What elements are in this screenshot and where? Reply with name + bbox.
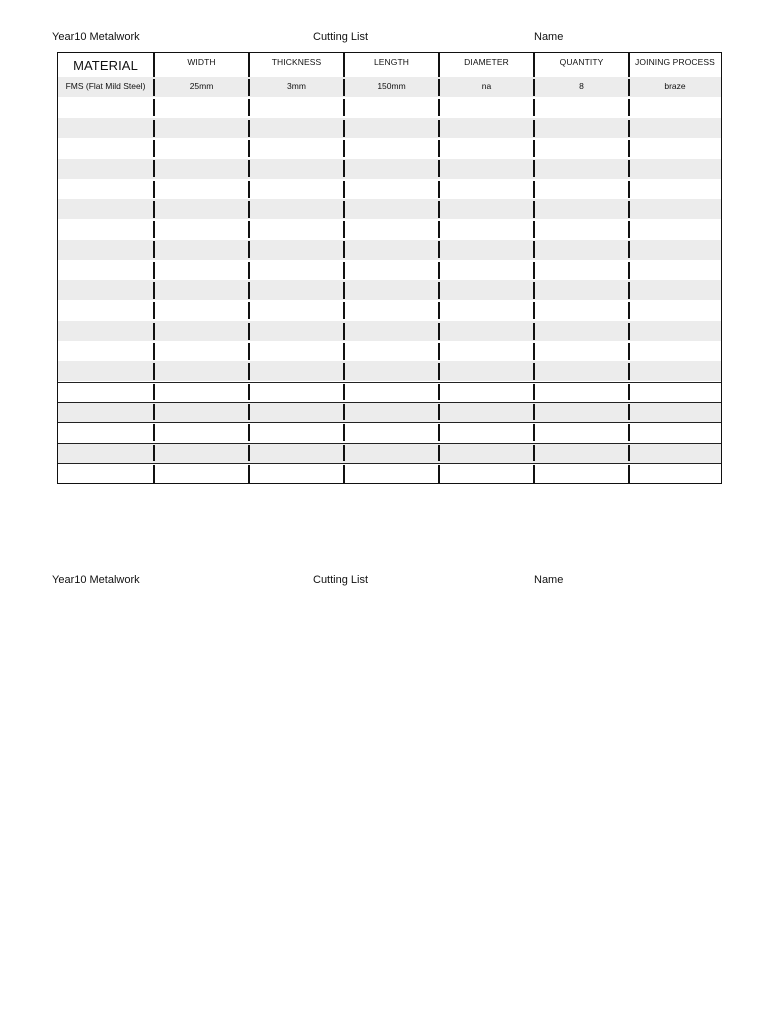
column-divider-segment (628, 221, 630, 238)
row-divider (58, 443, 721, 444)
row-stripe (58, 321, 721, 341)
column-divider-segment (533, 241, 535, 258)
row-stripe (58, 280, 721, 300)
column-divider-segment (438, 404, 440, 420)
name-label: Name (534, 31, 564, 43)
column-divider-segment (343, 221, 345, 238)
cell-joining-process: braze (664, 81, 686, 91)
column-divider-segment (343, 241, 345, 258)
cell-material: FMS (Flat Mild Steel) (65, 81, 146, 91)
column-divider-segment (343, 384, 345, 400)
column-divider-segment (153, 241, 155, 258)
name-label-2: Name (534, 574, 564, 586)
column-divider-segment (438, 79, 440, 96)
column-divider-segment (248, 282, 250, 299)
column-divider-segment (628, 465, 630, 483)
column-divider-segment (248, 181, 250, 198)
column-divider-segment (438, 140, 440, 157)
cell-length: 150mm (377, 81, 406, 91)
column-divider-segment (153, 140, 155, 157)
column-divider-segment (343, 140, 345, 157)
column-divider-segment (533, 282, 535, 299)
column-divider-segment (533, 140, 535, 157)
column-divider-segment (438, 160, 440, 177)
column-divider-segment (343, 262, 345, 279)
column-divider-segment (248, 241, 250, 258)
column-divider-segment (533, 323, 535, 340)
column-divider-segment (628, 384, 630, 400)
column-divider-segment (628, 201, 630, 218)
column-divider-segment (438, 465, 440, 483)
column-divider-segment (343, 181, 345, 198)
column-divider-segment (343, 120, 345, 137)
column-divider-segment (438, 181, 440, 198)
column-divider-segment (628, 363, 630, 380)
column-divider-segment (628, 262, 630, 279)
course-label: Year10 Metalwork (52, 31, 140, 43)
column-divider-segment (533, 424, 535, 441)
column-divider-segment (628, 404, 630, 420)
column-divider-segment (153, 120, 155, 137)
column-divider-segment (248, 404, 250, 420)
row-divider (58, 463, 721, 464)
column-divider-segment (343, 363, 345, 380)
column-divider-segment (438, 221, 440, 238)
column-divider-segment (628, 241, 630, 258)
column-divider-segment (343, 424, 345, 441)
column-divider-segment (438, 282, 440, 299)
row-divider (58, 422, 721, 423)
column-divider-segment (438, 363, 440, 380)
row-stripe (58, 403, 721, 423)
column-divider-segment (533, 79, 535, 96)
cell-diameter: na (481, 81, 492, 91)
column-divider-segment (533, 160, 535, 177)
column-divider-segment (153, 343, 155, 360)
column-divider-segment (248, 343, 250, 360)
column-divider-segment (248, 363, 250, 380)
column-divider-segment (628, 140, 630, 157)
column-divider-segment (438, 53, 440, 77)
column-divider-segment (533, 262, 535, 279)
column-divider-segment (153, 445, 155, 461)
column-divider-segment (628, 282, 630, 299)
sheet-title: Cutting List (313, 31, 369, 43)
column-divider-segment (438, 323, 440, 340)
second-header (0, 574, 768, 590)
column-divider-segment (533, 221, 535, 238)
column-divider-segment (533, 181, 535, 198)
column-divider-segment (153, 363, 155, 380)
column-divider-segment (343, 465, 345, 483)
column-divider-segment (628, 160, 630, 177)
column-divider-segment (533, 302, 535, 319)
column-divider-segment (533, 201, 535, 218)
column-divider-segment (438, 445, 440, 461)
column-header-material: MATERIAL (73, 58, 138, 73)
column-divider-segment (533, 404, 535, 420)
column-divider-segment (153, 302, 155, 319)
column-divider-segment (248, 120, 250, 137)
column-divider-segment (628, 53, 630, 77)
row-stripe (58, 199, 721, 219)
column-divider-segment (628, 424, 630, 441)
column-divider-segment (153, 160, 155, 177)
top-header (0, 31, 768, 47)
cutting-list-table (57, 52, 722, 484)
column-divider-segment (153, 53, 155, 77)
column-divider-segment (438, 262, 440, 279)
column-divider-segment (248, 221, 250, 238)
column-header-diameter: DIAMETER (464, 57, 509, 67)
column-divider-segment (153, 465, 155, 483)
column-divider-segment (438, 424, 440, 441)
column-divider-segment (343, 160, 345, 177)
column-divider-segment (628, 79, 630, 96)
column-header-thickness: THICKNESS (271, 57, 322, 67)
column-divider-segment (248, 424, 250, 441)
column-divider-segment (248, 79, 250, 96)
column-divider-segment (343, 79, 345, 96)
column-divider-segment (248, 302, 250, 319)
sheet-title-2: Cutting List (313, 574, 369, 586)
column-divider-segment (248, 465, 250, 483)
row-stripe (58, 159, 721, 179)
column-divider-segment (628, 323, 630, 340)
column-header-joining-process: JOINING PROCESS (635, 57, 715, 67)
column-divider-segment (343, 323, 345, 340)
column-divider-segment (533, 53, 535, 77)
column-divider-segment (628, 181, 630, 198)
column-divider-segment (248, 140, 250, 157)
column-divider-segment (248, 160, 250, 177)
row-divider (58, 402, 721, 403)
column-divider-segment (533, 445, 535, 461)
column-divider-segment (153, 99, 155, 116)
column-divider-segment (533, 99, 535, 116)
column-divider-segment (343, 445, 345, 461)
column-divider-segment (533, 363, 535, 380)
column-divider-segment (248, 53, 250, 77)
cell-width: 25mm (189, 81, 214, 91)
column-divider-segment (628, 99, 630, 116)
column-divider-segment (438, 120, 440, 137)
column-divider-segment (248, 323, 250, 340)
column-divider-segment (438, 241, 440, 258)
column-divider-segment (153, 79, 155, 96)
cell-quantity: 8 (579, 81, 584, 91)
column-divider-segment (533, 343, 535, 360)
column-divider-segment (248, 201, 250, 218)
row-divider (58, 382, 721, 383)
column-divider-segment (343, 302, 345, 319)
column-divider-segment (533, 120, 535, 137)
column-divider-segment (343, 201, 345, 218)
column-divider-segment (248, 262, 250, 279)
column-divider-segment (628, 302, 630, 319)
row-stripe (58, 240, 721, 260)
column-divider-segment (248, 445, 250, 461)
column-header-length: LENGTH (373, 57, 410, 67)
cell-thickness: 3mm (287, 81, 306, 91)
column-divider-segment (153, 181, 155, 198)
column-divider-segment (343, 99, 345, 116)
column-divider-segment (343, 282, 345, 299)
column-divider-segment (438, 99, 440, 116)
column-divider-segment (153, 384, 155, 400)
column-divider-segment (533, 384, 535, 400)
column-header-quantity: QUANTITY (559, 57, 604, 67)
column-divider-segment (153, 282, 155, 299)
column-divider-segment (153, 424, 155, 441)
column-divider-segment (533, 465, 535, 483)
column-divider-segment (438, 343, 440, 360)
column-divider-segment (438, 384, 440, 400)
column-divider-segment (153, 404, 155, 420)
column-divider-segment (343, 343, 345, 360)
column-divider-segment (153, 221, 155, 238)
row-stripe (58, 361, 721, 381)
column-divider-segment (343, 404, 345, 420)
column-divider-segment (628, 343, 630, 360)
column-divider-segment (153, 201, 155, 218)
column-divider-segment (438, 201, 440, 218)
column-divider-segment (628, 445, 630, 461)
row-stripe (58, 443, 721, 463)
column-divider-segment (153, 323, 155, 340)
column-divider-segment (628, 120, 630, 137)
column-divider-segment (343, 53, 345, 77)
column-header-width: WIDTH (187, 57, 216, 67)
column-divider-segment (248, 384, 250, 400)
column-divider-segment (438, 302, 440, 319)
column-divider-segment (153, 262, 155, 279)
column-divider-segment (248, 99, 250, 116)
row-stripe (58, 118, 721, 138)
course-label-2: Year10 Metalwork (52, 574, 140, 586)
